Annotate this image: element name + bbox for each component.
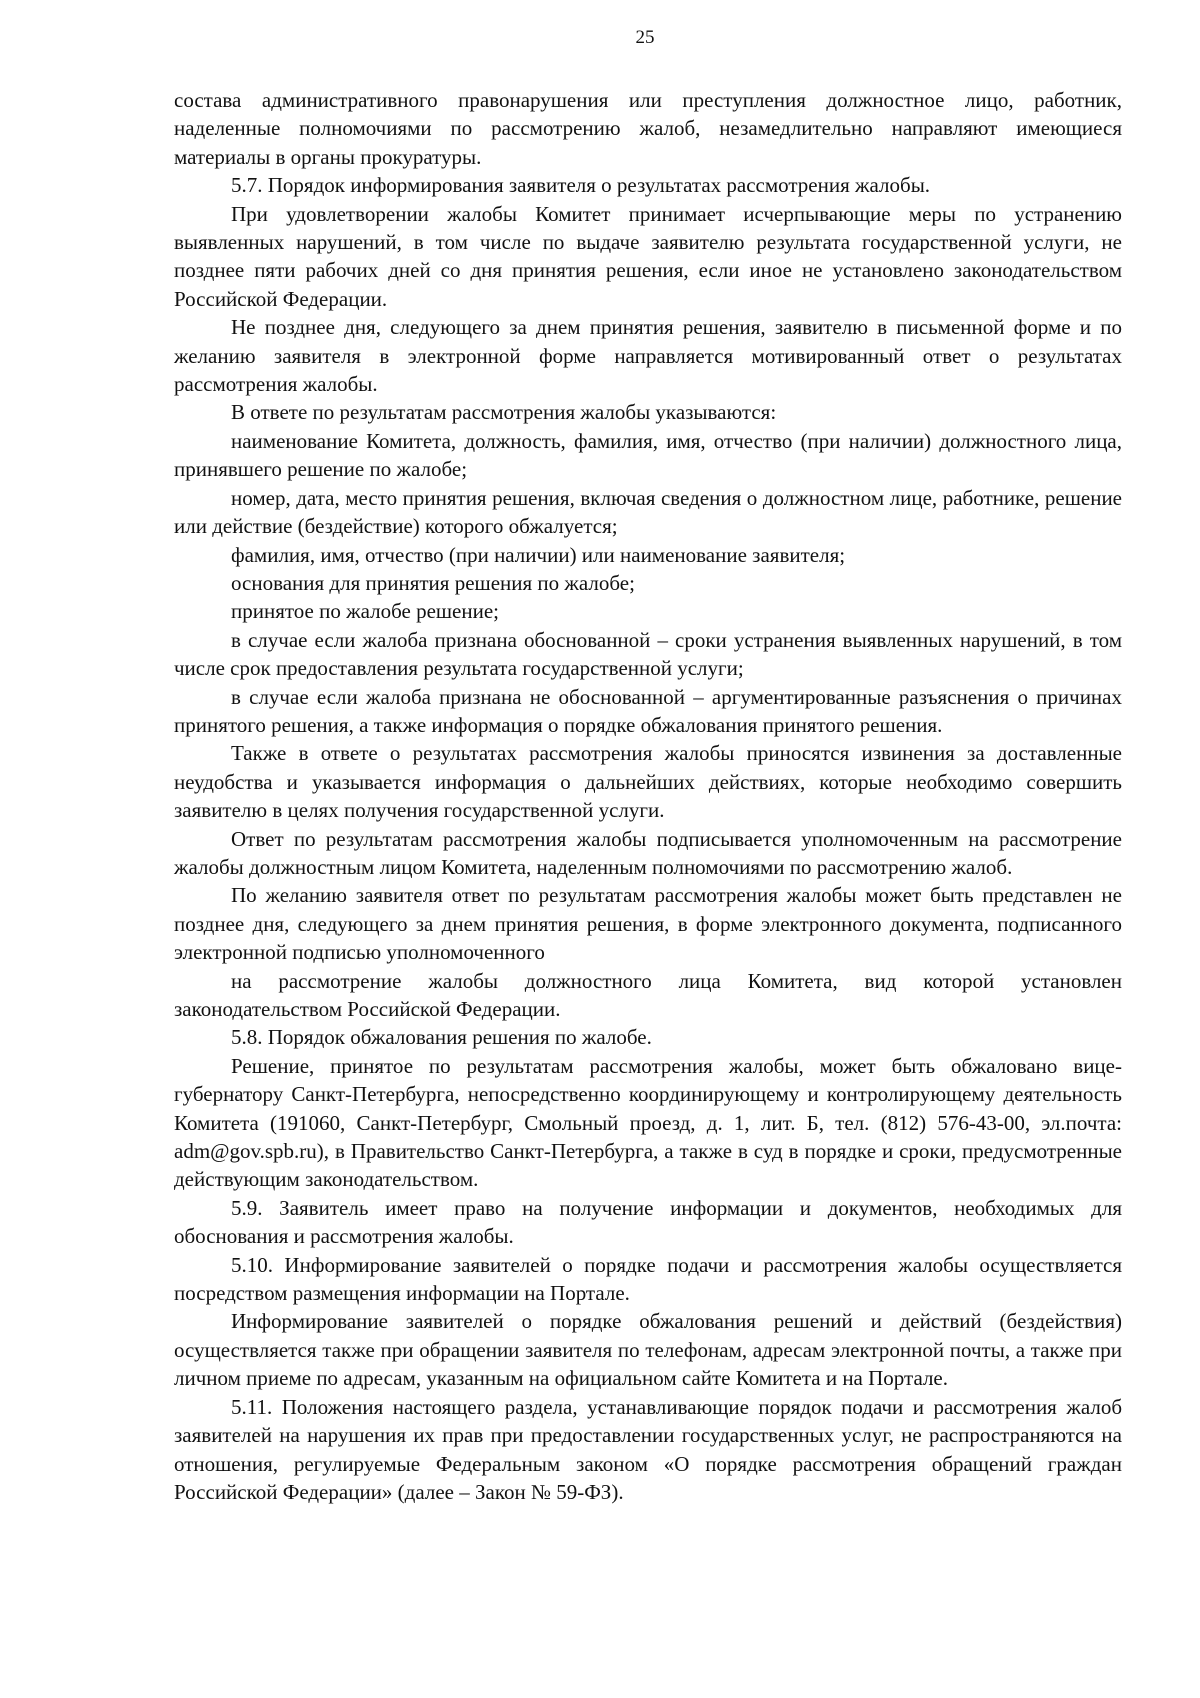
paragraph: Не позднее дня, следующего за днем принятия решения, заявителю в письменной форме и по желанию заявителя в электронной форме направляется мотивированный ответ о результатах рассмотрения жалобы. — [174, 315, 1122, 397]
list-item: фамилия, имя, отчество (при наличии) или наименование заявителя; — [231, 542, 846, 567]
paragraph: на рассмотрение жалобы должностного лица Комитета, вид которой установлен законодательством Российской Федерации. — [174, 968, 1122, 1021]
document-body — [174, 86, 1122, 1506]
section-5-11: 5.11. Положения настоящего раздела, устанавливающие порядок подачи и рассмотрения жалоб заявителей на нарушения их прав при предоставлении государственных услуг, не распространяются на отношения, регулируемые Федеральным законом «О порядке рассмотрения обращений граждан Российской Федерации» (далее – Закон № 59-ФЗ). — [174, 1394, 1122, 1504]
list-item: в случае если жалоба признана не обоснованной – аргументированные разъяснения о причинах принятого решения, а также информация о порядке обжалования принятого решения. — [174, 684, 1122, 737]
paragraph: Ответ по результатам рассмотрения жалобы подписывается уполномоченным на рассмотрение жалобы должностным лицом Комитета, наделенным полномочиями по рассмотрению жалоб. — [174, 826, 1122, 879]
paragraph: По желанию заявителя ответ по результатам рассмотрения жалобы может быть представлен не позднее дня, следующего за днем принятия решения, в форме электронного документа, подписанного электронной подписью уполномоченного — [174, 883, 1122, 965]
section-heading-5-7: 5.7. Порядок информирования заявителя о результатах рассмотрения жалобы. — [231, 173, 931, 198]
list-item: основания для принятия решения по жалобе; — [231, 570, 635, 595]
list-item: наименование Комитета, должность, фамилия, имя, отчество (при наличии) должностного лица, принявшего решение по жалобе; — [174, 428, 1122, 482]
paragraph: При удовлетворении жалобы Комитет принимает исчерпывающие меры по устранению выявленных нарушений, в том числе по выдаче заявителю результата государственной услуги, не позднее пяти рабочих дней со дня принятия решения, если иное не установлено законодательством Российской Федерации. — [174, 201, 1122, 311]
paragraph-continuation: состава административного правонарушения или преступления должностное лицо, работник, наделенные полномочиями по рассмотрению жалоб, незамедлительно направляют имеющиеся материалы в органы прокуратуры. — [174, 88, 1122, 169]
page-number: 25 — [635, 27, 655, 48]
list-item: номер, дата, место принятия решения, включая сведения о должностном лице, работнике, решение или действие (бездействие) которого обжалуется; — [174, 485, 1122, 539]
section-5-9: 5.9. Заявитель имеет право на получение информации и документов, необходимых для обоснования и рассмотрения жалобы. — [174, 1195, 1122, 1249]
section-heading-5-8: 5.8. Порядок обжалования решения по жалобе. — [231, 1025, 652, 1050]
paragraph: Информирование заявителей о порядке обжалования решений и действий (бездействия) осуществляется также при обращении заявителя по телефонам, адресам электронной почты, а также при личном приеме по адресам, указанным на официальном сайте Комитета и на Портале. — [174, 1309, 1122, 1391]
paragraph: Также в ответе о результатах рассмотрения жалобы приносятся извинения за доставленные неудобства и указывается информация о дальнейших действиях, которые необходимо совершить заявителю в целях получения государственной услуги. — [174, 741, 1122, 823]
list-item: в случае если жалоба признана обоснованной – сроки устранения выявленных нарушений, в том числе срок предоставления результата государственной услуги; — [174, 627, 1122, 681]
list-item: принятое по жалобе решение; — [231, 599, 500, 624]
paragraph: В ответе по результатам рассмотрения жалобы указываются: — [231, 400, 777, 425]
paragraph: Решение, принятое по результатам рассмотрения жалобы, может быть обжаловано вице-губернатору Санкт-Петербурга, непосредственно координирующему и контролирующему деятельность Комитета (191060, Санкт-Петербург, Смольный проезд, д. 1, лит. Б, тел. (812) 576-43-00, эл.почта: adm@gov.spb.ru), в Правительство Санкт-Петербурга, а также в суд в порядке и сроки, предусмотренные действующим законодательством. — [174, 1053, 1122, 1192]
section-5-10: 5.10. Информирование заявителей о порядке подачи и рассмотрения жалобы осуществляется посредством размещения информации на Портале. — [174, 1252, 1122, 1306]
